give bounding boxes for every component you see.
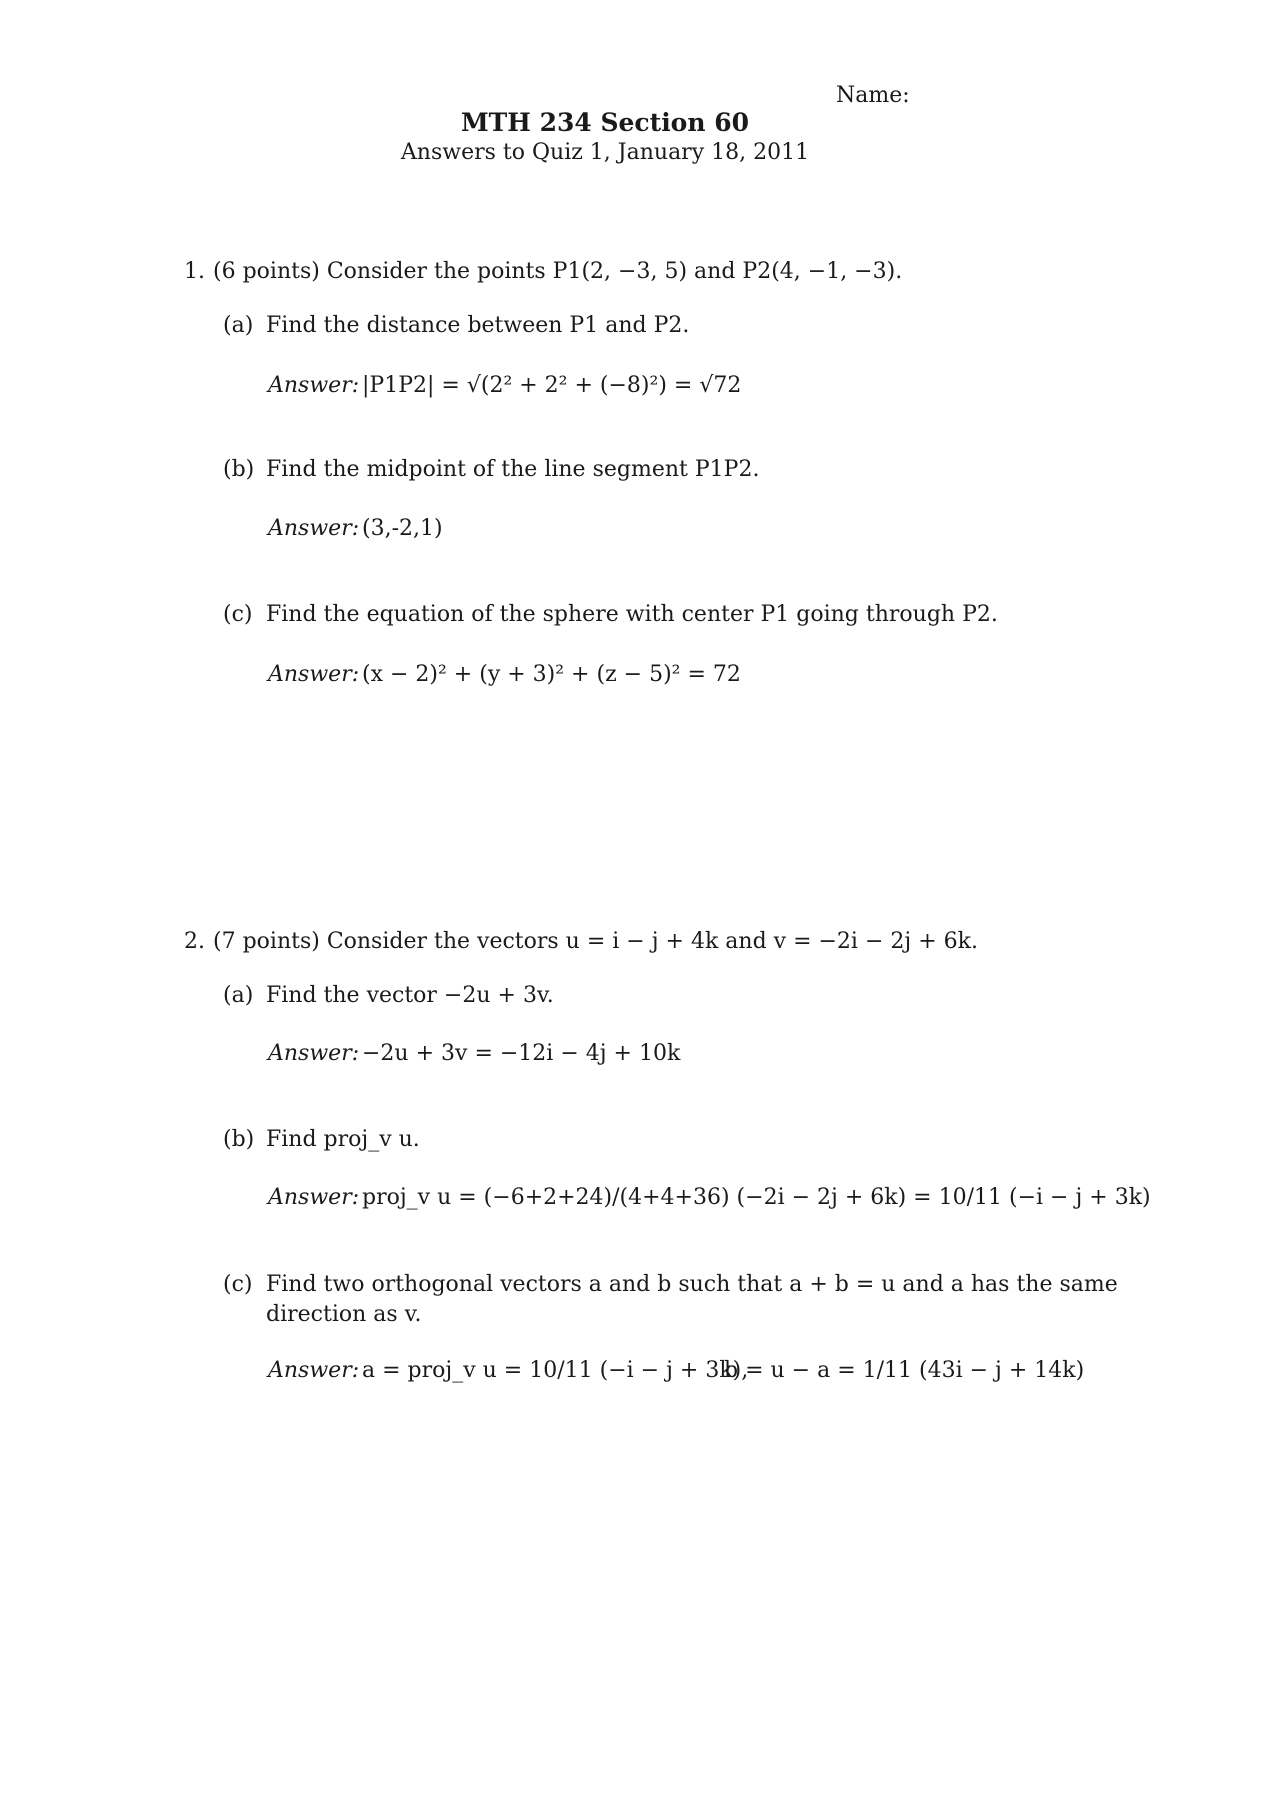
q1a-prompt: Find the distance between P1 and P2. [266, 313, 690, 338]
q2a-answer: −2u + 3v = −12i − 4j + 10k [362, 1041, 681, 1066]
q1b-answer: (3,-2,1) [362, 516, 443, 541]
answer-label: Answer: [268, 1185, 360, 1210]
answer-label: Answer: [268, 1358, 360, 1383]
q2c-answer-a: a = proj_v u = 10/11 (−i − j + 3k), [362, 1358, 749, 1383]
q1c-label: (c) [223, 602, 253, 627]
answer-label: Answer: [268, 662, 360, 687]
q2a-label: (a) [223, 983, 254, 1008]
q2b-prompt: Find proj_v u. [266, 1127, 420, 1152]
q1a-answer: |P1P2| = √(2² + 2² + (−8)²) = √72 [362, 373, 742, 398]
q1-prompt: (6 points) Consider the points P1(2, −3, 5) and P2(4, −1, −3). [213, 259, 903, 284]
q2-number: 2. [184, 929, 205, 954]
q1b-label: (b) [223, 457, 255, 482]
q1c-prompt: Find the equation of the sphere with center P1 going through P2. [266, 602, 998, 627]
page-title: MTH 234 Section 60 [460, 108, 750, 137]
q1b-prompt: Find the midpoint of the line segment P1P2. [266, 457, 760, 482]
q2b-answer: proj_v u = (−6+2+24)/(4+4+36) (−2i − 2j + 6k) = 10/11 (−i − j + 3k) [362, 1185, 1151, 1210]
q2c-answer-b: b = u − a = 1/11 (43i − j + 14k) [724, 1358, 1085, 1383]
q2c-prompt-line2: direction as v. [266, 1302, 422, 1327]
answer-label: Answer: [268, 373, 360, 398]
page-subtitle: Answers to Quiz 1, January 18, 2011 [400, 140, 810, 165]
answer-label: Answer: [268, 516, 360, 541]
q2c-prompt-line1: Find two orthogonal vectors a and b such that a + b = u and a has the same [266, 1272, 1118, 1297]
q2-prompt: (7 points) Consider the vectors u = i − j + 4k and v = −2i − 2j + 6k. [213, 929, 978, 954]
q1-number: 1. [184, 259, 205, 284]
answer-label: Answer: [268, 1041, 360, 1066]
q1a-label: (a) [223, 313, 254, 338]
q1c-answer: (x − 2)² + (y + 3)² + (z − 5)² = 72 [362, 662, 741, 687]
name-label: Name: [836, 83, 910, 108]
q2b-label: (b) [223, 1127, 255, 1152]
q2c-label: (c) [223, 1272, 253, 1297]
q2a-prompt: Find the vector −2u + 3v. [266, 983, 554, 1008]
